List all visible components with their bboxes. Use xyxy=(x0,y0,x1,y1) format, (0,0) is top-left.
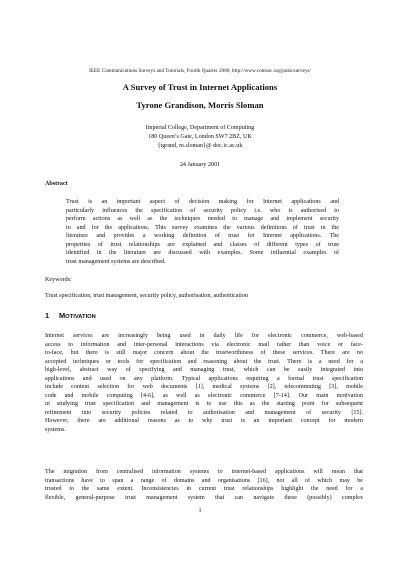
paragraph-line: The migration from centralised information systems to internet-based applications will mean that xyxy=(45,469,363,475)
abstract-line: identified in the literature are discussed with examples. Some influential examples of xyxy=(66,250,339,256)
abstract-line: to and for the applications. This survey examines the various definitions of trust in the xyxy=(66,224,339,231)
body-paragraph-1 xyxy=(45,332,363,434)
abstract-line: properties of trust relationships are explained and classes of different types of trust xyxy=(66,241,339,248)
paragraph-line: include content selection for web documents [1], medical systems [2], telecommuting [3], mobile xyxy=(45,384,363,390)
abstract-line: particularly influences the specification of security policy i.e. who is authorised to xyxy=(66,207,339,214)
paper-authors: Tyrone Grandison, Morris Sloman xyxy=(136,100,264,110)
body-paragraph-2 xyxy=(45,468,363,502)
paragraph-line: applications and used on any platform. Typical applications requiring a formal trust specification xyxy=(45,375,363,382)
paragraph-line: in studying trust specification and management is to use this as the starting point for subsequent xyxy=(45,401,363,407)
paper-title: A Survey of Trust in Internet Applications xyxy=(122,82,278,92)
paragraph-line: to-face, but there is still major concern about the trustworthiness of these services. There are no xyxy=(45,350,363,356)
paragraph-line: high-level, abstract way of specifying and managing trust, which can be easily integrated into xyxy=(45,367,363,373)
paragraph-line: Internet services are increasingly being used in daily life for electronic commerce, web-based xyxy=(45,333,363,339)
page-number: 1 xyxy=(198,508,202,514)
affiliation-institution: Imperial College, Department of Computing xyxy=(145,125,255,131)
paragraph-line: trusted to the same extent. Inconsistencies in current trust relationships highlight the need for a xyxy=(45,486,363,492)
section-heading xyxy=(45,311,96,320)
journal-citation: IEEE Communications Surveys and Tutorials, Fourth Quarter 2000, http://www.comsoc.org/pubs/surveys/ xyxy=(89,68,311,74)
paper-date: 24 January 2001 xyxy=(179,162,221,168)
paragraph-line: However, there are additional reasons as to why trust is an important concept for modern xyxy=(45,418,363,424)
paragraph-line: flexible, general-purpose trust management system that can navigate these (possibly) complex xyxy=(45,494,363,501)
abstract-line: Trust is an important aspect of decision making for Internet applications and xyxy=(66,199,339,205)
abstract-body xyxy=(66,198,339,266)
paragraph-line: code and mobile computing [4-6], as well as electronic commerce [7-14]. Our main motivation xyxy=(45,392,363,399)
abstract-line: perform actions as well as the techniques needed to manage and implement security xyxy=(66,216,339,222)
keywords-label: Keywords: xyxy=(45,277,72,283)
affiliation-address: 180 Queen’s Gate, London SW7 2BZ, UK xyxy=(148,134,252,140)
abstract-line: trust management systems are described. xyxy=(66,258,166,265)
section-title-initial: M xyxy=(59,311,66,320)
section-number: 1 xyxy=(45,311,50,320)
abstract-heading: Abstract xyxy=(45,181,68,187)
paragraph-line: accepted techniques or tools for specification and reasoning about the trust. There is a need for a xyxy=(45,358,363,365)
abstract-line: literature and provides a working definition of trust for Internet applications. The xyxy=(66,233,339,239)
keywords-value: Trust specification, trust management, security policy, authorisation, authentication xyxy=(45,293,248,299)
paragraph-line: transactions have to span a range of domains and organisations [16], not all of which may be xyxy=(45,477,363,484)
paragraph-line: systems. xyxy=(45,426,66,433)
section-title-rest: OTIVATION xyxy=(65,314,96,320)
paragraph-line: refinement into security policies related to authorisation and management of security [15]. xyxy=(45,409,363,416)
paragraph-line: access to information and inter-personal interactions via electronic mail rather than voice or face- xyxy=(45,341,363,348)
author-affiliation xyxy=(0,124,400,151)
affiliation-emails: {tgrand, m.sloman}@ doc.ic.ac.uk xyxy=(157,143,243,149)
